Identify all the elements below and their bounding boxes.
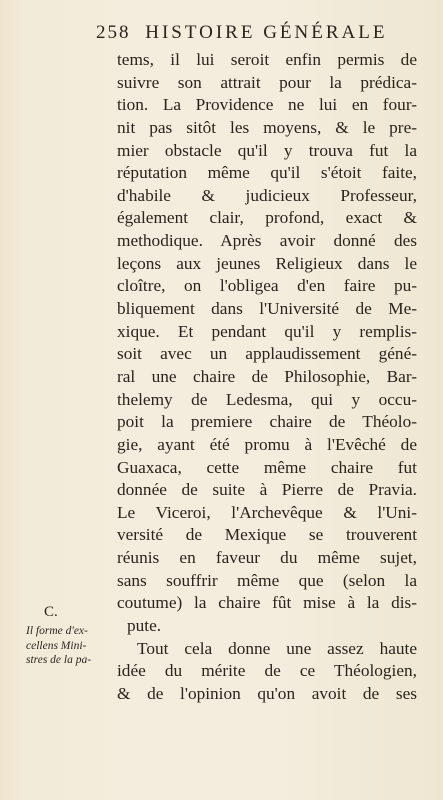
text-line: gie, ayant été promu à l'Evêché de bbox=[117, 434, 417, 454]
text-line: mier obstacle qu'il y trouva fut la bbox=[117, 140, 417, 160]
margin-section-letter: C. bbox=[44, 604, 58, 620]
text-line: Guaxaca, cette même chaire fut bbox=[117, 457, 417, 477]
text-line: donnée de suite à Pierre de Pravia. bbox=[117, 480, 417, 500]
text-line: leçons aux jeunes Religieux dans le bbox=[117, 253, 417, 273]
text-line: Tout cela donne une assez haute bbox=[137, 638, 417, 658]
text-line: réunis en faveur du même sujet, bbox=[117, 548, 417, 568]
text-line: coutume) la chaire fût mise à la dis- bbox=[117, 593, 417, 613]
text-line: xique. Et pendant qu'il y remplis- bbox=[117, 321, 417, 341]
running-header bbox=[96, 22, 426, 44]
text-line: ral une chaire de Philosophie, Bar- bbox=[117, 366, 417, 386]
text-line: bliquement dans l'Université de Me- bbox=[117, 299, 417, 319]
text-line: suivre son attrait pour la prédica- bbox=[117, 72, 417, 92]
text-line: tems, il lui seroit enfin permis de bbox=[117, 50, 417, 69]
text-line: methodique. Après avoir donné des bbox=[117, 231, 417, 251]
page-number: 258 bbox=[96, 22, 131, 43]
text-line: idée du mérite de ce Théologien, bbox=[117, 661, 417, 681]
text-line: Le Viceroi, l'Archevêque & l'Uni- bbox=[117, 502, 417, 522]
running-title: HISTOIRE GÉNÉRALE bbox=[145, 22, 388, 43]
margin-note-line: Il forme d'ex- bbox=[26, 625, 88, 637]
text-line: & de l'opinion qu'on avoit de ses bbox=[117, 683, 417, 703]
body-text bbox=[117, 49, 417, 706]
text-line: sans souffrir même que (selon la bbox=[117, 570, 417, 590]
text-line: thelemy de Ledesma, qui y occu- bbox=[117, 389, 417, 409]
text-line: d'habile & judicieux Professeur, bbox=[117, 185, 417, 205]
margin-note-line: cellens Mini- bbox=[26, 639, 87, 652]
margin-note-line: stres de la pa- bbox=[26, 654, 92, 666]
margin-note bbox=[26, 624, 110, 668]
text-line: nit pas sitôt les moyens, & le pre- bbox=[117, 117, 417, 137]
text-line: poit la premiere chaire de Théolo- bbox=[117, 412, 417, 432]
text-line: soit avec un applaudissement géné- bbox=[117, 344, 417, 364]
text-line: versité de Mexique se trouverent bbox=[117, 525, 417, 545]
text-line: réputation même qu'il s'étoit faite, bbox=[117, 163, 417, 183]
text-line: tion. La Providence ne lui en four- bbox=[117, 95, 417, 115]
text-line: cloître, on l'obligea d'en faire pu- bbox=[117, 276, 417, 296]
text-line: pute. bbox=[127, 616, 162, 636]
text-line: également clair, profond, exact & bbox=[117, 208, 417, 228]
